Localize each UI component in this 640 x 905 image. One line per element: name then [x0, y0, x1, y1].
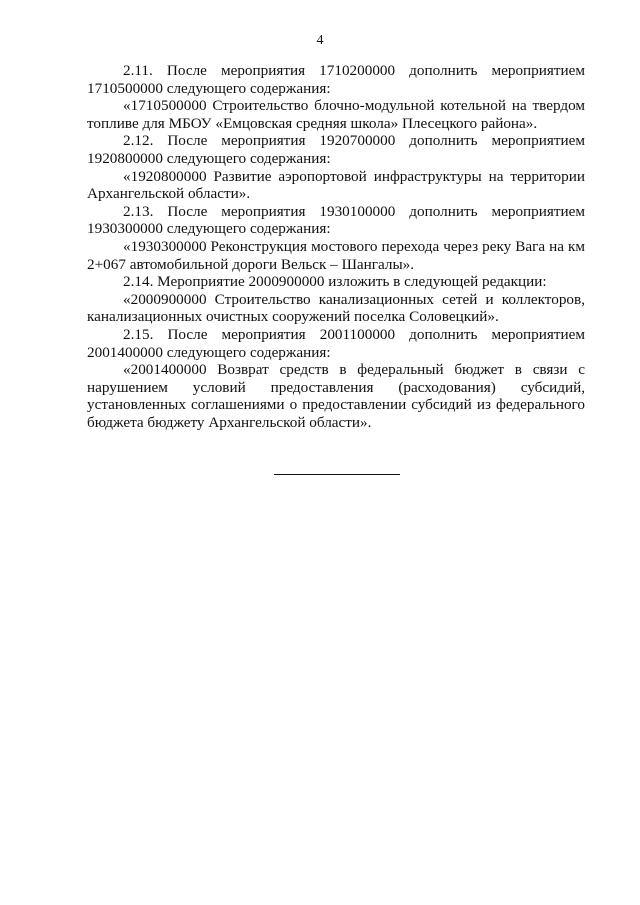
- paragraph-2-12: 2.12. После мероприятия 1920700000 дополнить мероприятием 1920800000 следующего содержания:: [87, 132, 585, 167]
- paragraph-2-12-content: «1920800000 Развитие аэропортовой инфраструктуры на территории Архангельской области».: [87, 167, 585, 203]
- paragraph-2-14-content: «2000900000 Строительство канализационных сетей и коллекторов, канализационных очистных сооружений поселка Соловецкий».: [87, 290, 585, 326]
- paragraph-2-15-content: «2001400000 Возврат средств в федеральный бюджет в связи с нарушением условий предоставления (расходования) субсидий, установленных соглашениями о предоставлении субсидий из федерального бюджета бюджету Архангельской области».: [87, 361, 585, 431]
- paragraph-2-15: 2.15. После мероприятия 2001100000 дополнить мероприятием 2001400000 следующего содержания:: [87, 325, 585, 361]
- page-number: 4: [316, 33, 324, 48]
- closing-separator-line: [274, 474, 400, 475]
- paragraph-2-11-content: «1710500000 Строительство блочно-модульной котельной на твердом топливе для МБОУ «Емцовская средняя школа» Плесецкого района».: [87, 97, 585, 132]
- paragraph-2-14: 2.14. Мероприятие 2000900000 изложить в следующей редакции:: [123, 273, 547, 291]
- paragraph-2-13-content: «1930300000 Реконструкция мостового перехода через реку Вага на км 2+067 автомобильной дороги Вельск – Шангалы».: [87, 237, 585, 273]
- paragraph-2-11: 2.11. После мероприятия 1710200000 дополнить мероприятием 1710500000 следующего содержания:: [87, 62, 585, 97]
- document-body: [87, 62, 585, 431]
- paragraph-2-13: 2.13. После мероприятия 1930100000 дополнить мероприятием 1930300000 следующего содержания:: [87, 202, 585, 238]
